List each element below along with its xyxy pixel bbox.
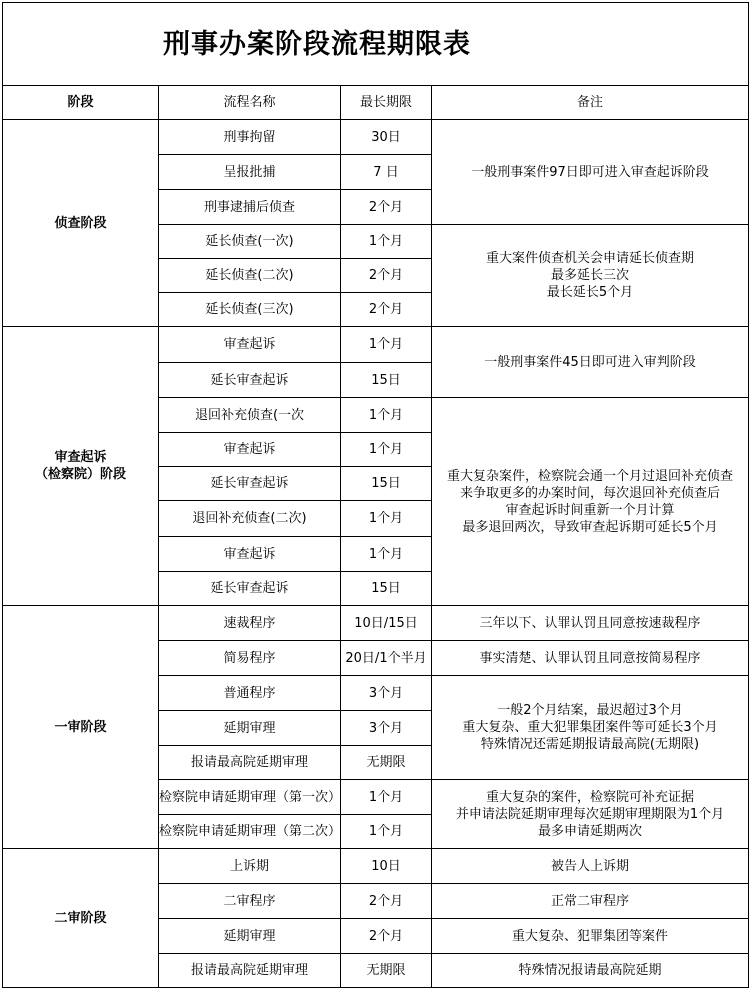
limit-cell: 1个月 [341, 433, 432, 467]
limit-cell: 1个月 [341, 780, 432, 815]
text-line: 特殊情况报请最高院延期 [518, 963, 662, 978]
header-process: 流程名称 [159, 86, 341, 120]
limit-cell: 30日 [341, 120, 432, 155]
limit-cell: 无期限 [341, 954, 432, 988]
text-line: 正常二审程序 [550, 893, 629, 909]
process-cell: 审查起诉 [159, 537, 341, 572]
process-cell: 检察院申请延期审理（第一次） [159, 780, 341, 815]
table-row [3, 120, 749, 155]
limit-cell: 1个月 [341, 537, 432, 572]
text-line: 事实清楚、认罪认罚且同意按简易程序 [479, 650, 701, 666]
note-cell [432, 676, 749, 780]
process-cell: 延期审理 [159, 919, 341, 954]
stage-cell [3, 120, 159, 327]
text-line: 被告人上诉期 [550, 858, 629, 874]
limit-cell: 1个月 [341, 501, 432, 537]
process-cell: 审查起诉 [159, 433, 341, 467]
note-cell [432, 120, 749, 225]
limit-cell: 15日 [341, 572, 432, 606]
process-cell: 报请最高院延期审理 [159, 954, 341, 988]
limit-cell: 10日/15日 [341, 606, 432, 641]
text-line: 来争取更多的办案时间，每次退回补充侦查后 [459, 485, 720, 501]
note-cell [432, 884, 749, 919]
note-cell [432, 954, 749, 988]
text-line: 审查起诉 [54, 450, 107, 465]
text-line: 最多延长三次 [550, 268, 629, 283]
process-cell: 延长侦查(三次) [159, 293, 341, 327]
limit-cell: 1个月 [341, 398, 432, 433]
limit-cell: 2个月 [341, 190, 432, 225]
process-cell: 延长侦查(一次) [159, 225, 341, 259]
text-line: 并申请法院延期审理每次延期审理期限为1个月 [455, 806, 725, 822]
limit-cell: 3个月 [341, 676, 432, 711]
text-line: 一般刑事案件97日即可进入审查起诉阶段 [471, 164, 709, 180]
header-limit: 最长期限 [341, 86, 432, 120]
limit-cell: 7 日 [341, 155, 432, 190]
process-cell: 延长审查起诉 [159, 467, 341, 501]
note-cell [432, 780, 749, 849]
text-line: 最多退回两次，导致审查起诉期可延长5个月 [462, 519, 718, 535]
limit-cell: 2个月 [341, 919, 432, 954]
limit-cell: 15日 [341, 363, 432, 398]
process-cell: 刑事拘留 [159, 120, 341, 155]
limit-cell: 2个月 [341, 293, 432, 327]
process-cell: 延长审查起诉 [159, 572, 341, 606]
process-cell: 检察院申请延期审理（第二次） [159, 815, 341, 849]
text-line: 重大复杂、犯罪集团等案件 [511, 928, 668, 944]
note-cell [432, 225, 749, 327]
text-line: 侦查阶段 [54, 215, 107, 231]
process-cell: 简易程序 [159, 641, 341, 676]
limit-cell: 无期限 [341, 746, 432, 780]
process-cell: 延期审理 [159, 711, 341, 746]
note-cell [432, 641, 749, 676]
text-line: 二审阶段 [54, 910, 107, 926]
stage-cell [3, 849, 159, 988]
process-cell: 呈报批捕 [159, 155, 341, 190]
text-line: 一般2个月结案，最迟超过3个月 [497, 703, 683, 718]
header-note: 备注 [432, 86, 749, 120]
table-row [3, 849, 749, 884]
note-cell [432, 606, 749, 641]
stage-cell [3, 327, 159, 606]
process-cell: 二审程序 [159, 884, 341, 919]
header-stage: 阶段 [3, 86, 159, 120]
note-cell [432, 327, 749, 398]
text-line: 重大复杂的案件，检察院可补充证据 [485, 789, 694, 805]
note-cell [432, 849, 749, 884]
deadline-table [2, 2, 749, 988]
process-cell: 上诉期 [159, 849, 341, 884]
process-cell: 审查起诉 [159, 327, 341, 363]
note-cell [432, 919, 749, 954]
text-line: 特殊情况还需延期报请最高院(无期限) [480, 737, 700, 752]
text-line: 重大案件侦查机关会申请延长侦查期 [485, 251, 694, 266]
text-line: 一审阶段 [54, 719, 107, 735]
limit-cell: 2个月 [341, 259, 432, 293]
limit-cell: 15日 [341, 467, 432, 501]
text-line: 一般刑事案件45日即可进入审判阶段 [484, 354, 696, 370]
header-row [3, 86, 749, 120]
process-cell: 刑事逮捕后侦查 [159, 190, 341, 225]
text-line: 审查起诉时间重新一个月计算 [505, 502, 675, 518]
limit-cell: 1个月 [341, 815, 432, 849]
limit-cell: 10日 [341, 849, 432, 884]
page-title: 刑事办案阶段流程期限表 [3, 3, 749, 86]
process-cell: 速裁程序 [159, 606, 341, 641]
limit-cell: 1个月 [341, 327, 432, 363]
process-cell: 退回补充侦查(二次) [159, 501, 341, 537]
limit-cell: 20日/1个半月 [341, 641, 432, 676]
table-row [3, 327, 749, 363]
text-line: 最长延长5个月 [546, 285, 634, 300]
process-cell: 报请最高院延期审理 [159, 746, 341, 780]
process-cell: 普通程序 [159, 676, 341, 711]
table-row [3, 606, 749, 641]
process-cell: 延长侦查(二次) [159, 259, 341, 293]
text-line: 重大复杂案件，检察院会通一个月过退回补充侦查 [446, 468, 733, 484]
limit-cell: 1个月 [341, 225, 432, 259]
process-cell: 退回补充侦查(一次 [159, 398, 341, 433]
text-line: 三年以下、认罪认罚且同意按速裁程序 [479, 615, 701, 631]
limit-cell: 2个月 [341, 884, 432, 919]
stage-cell [3, 606, 159, 849]
text-line: （检察院）阶段 [34, 467, 126, 482]
note-cell [432, 398, 749, 606]
limit-cell: 3个月 [341, 711, 432, 746]
process-cell: 延长审查起诉 [159, 363, 341, 398]
text-line: 重大复杂、重大犯罪集团案件等可延长3个月 [462, 720, 718, 735]
text-line: 最多申请延期两次 [537, 823, 642, 839]
